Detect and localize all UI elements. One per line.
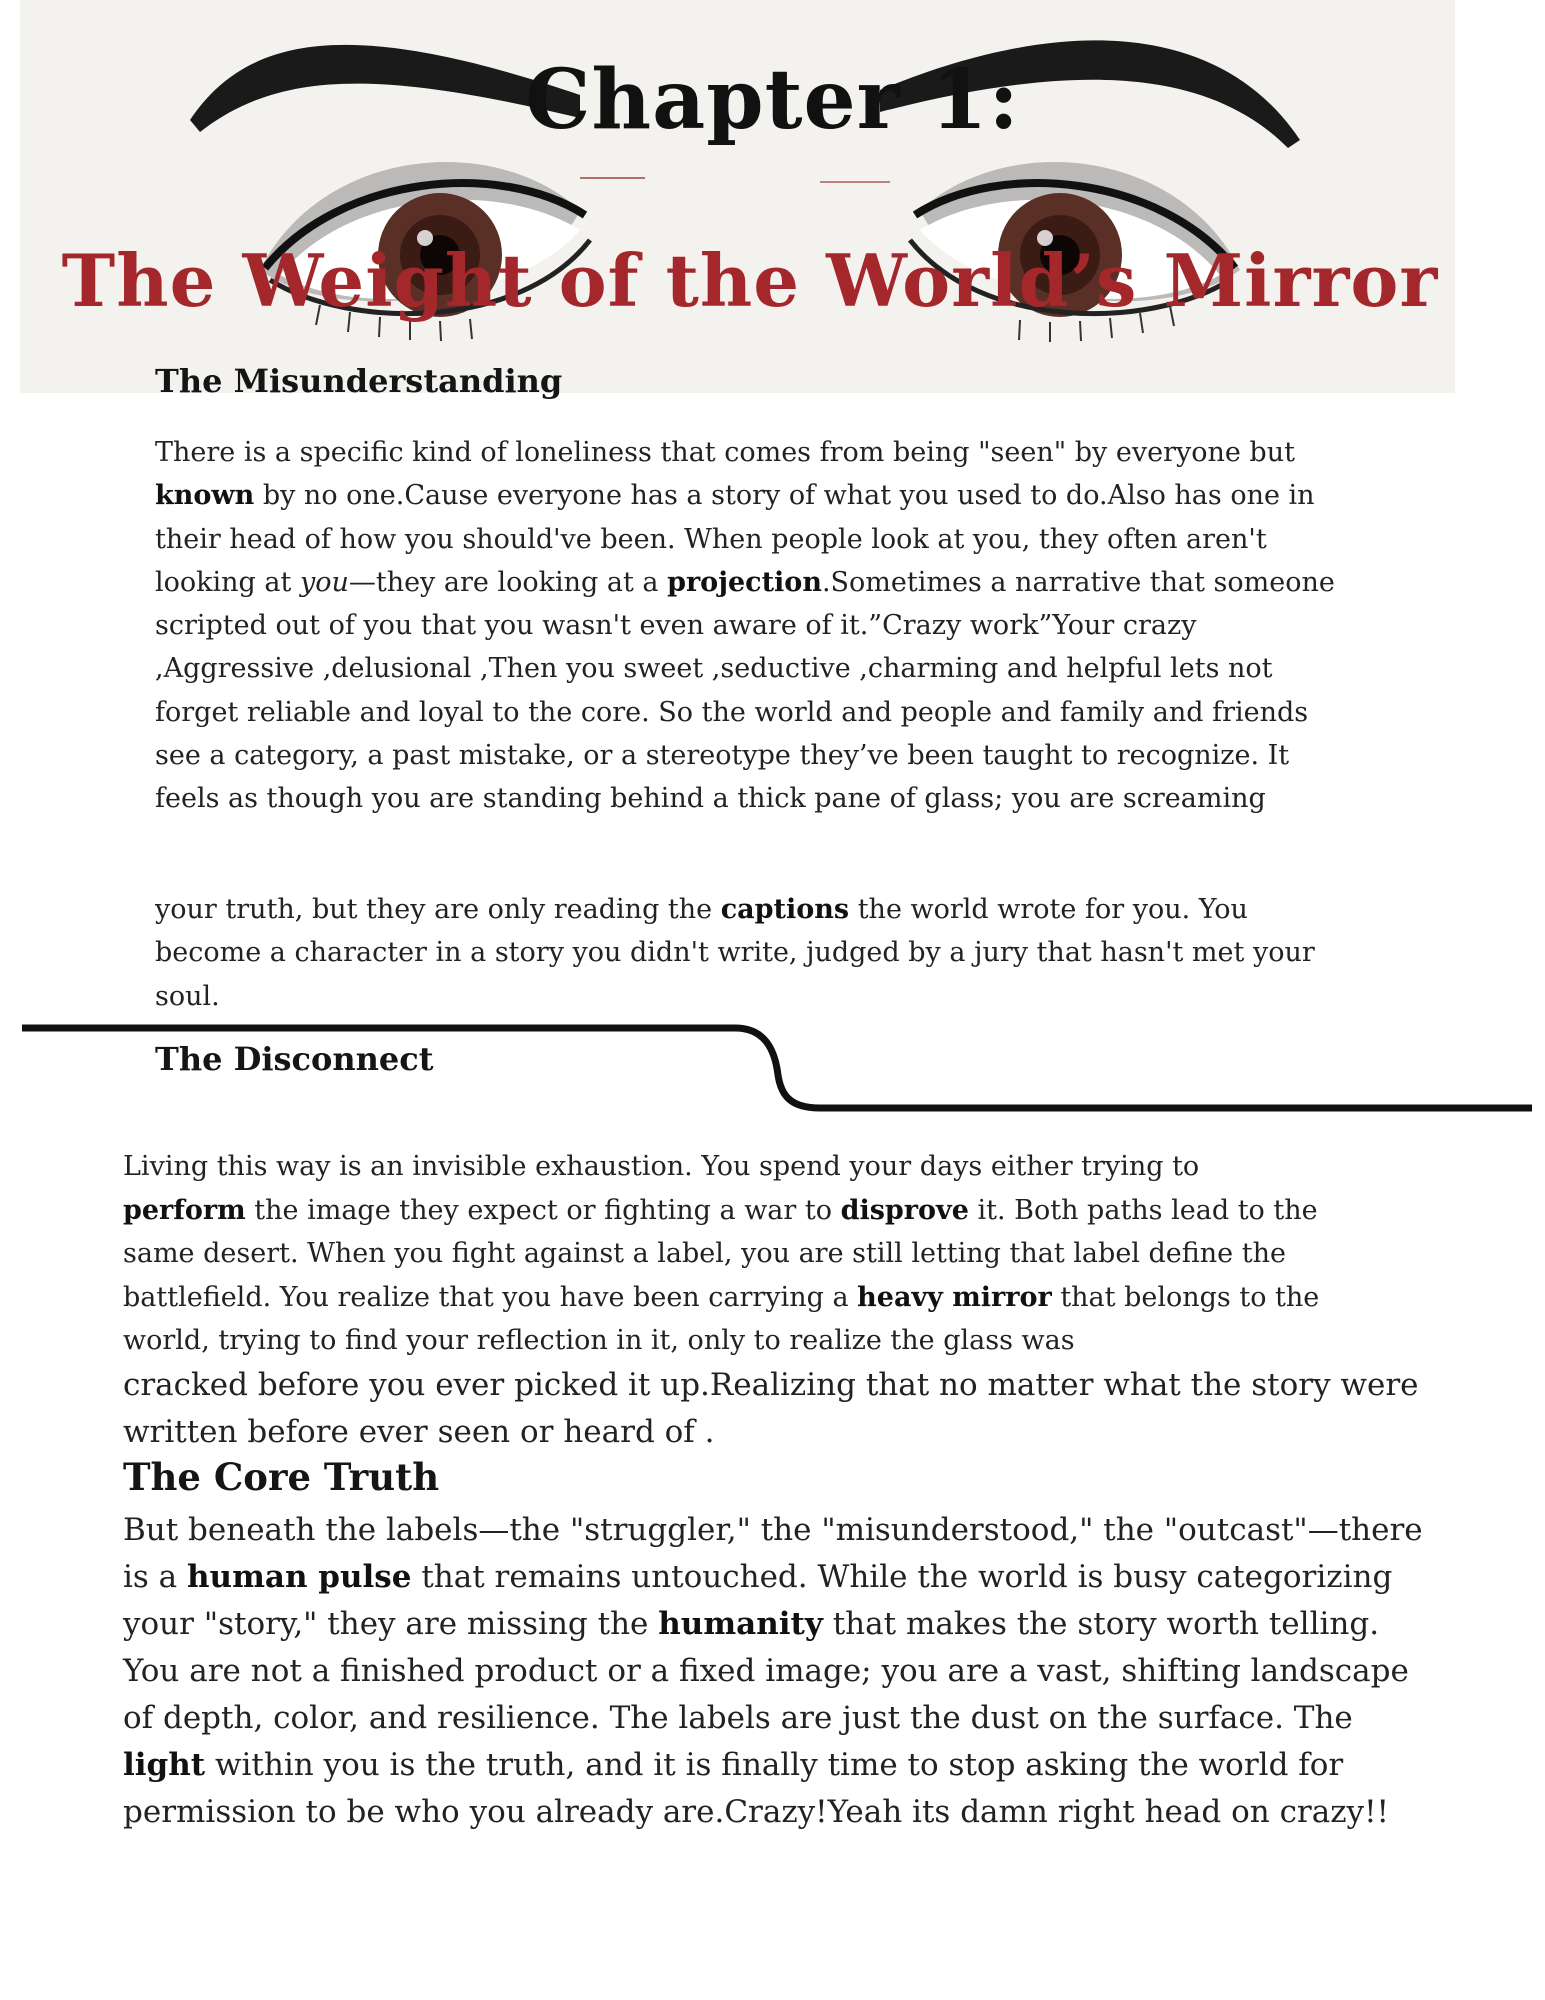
- text-run: the image they expect or fighting a war to: [245, 1194, 841, 1226]
- text-run: .Sometimes a narrative that someone scripted out of you that you wasn't even aware of it.”Crazy work”Your crazy ,Aggressive ,delusional ,Then you sweet ,seductive ,charming and helpful lets not forget reliable and loyal to the core. So the world and people and family and friends see a category, a past mistake, or a stereotype they’ve been taught to recognize. It feels as though you are standing behind a thick pane of glass; you are screaming: [155, 566, 1335, 815]
- bold-phrase: heavy mirror: [857, 1281, 1052, 1313]
- misunderstanding-paragraph-1: [155, 431, 1360, 821]
- core-truth-paragraph: [123, 1507, 1423, 1836]
- section-heading-misunderstanding: The Misunderstanding: [155, 362, 563, 400]
- text-run: There is a specific kind of loneliness that comes from being "seen" by everyone but: [155, 437, 1295, 468]
- bold-phrase: disprove: [840, 1194, 969, 1226]
- text-run: by no one.Cause everyone has a story of what you used to do.Also has one in their head of how you should've been. When people look at you, they often aren't looking at: [155, 480, 1315, 598]
- disconnect-paragraph-2: [123, 1362, 1423, 1456]
- text-run: it. Both paths lead to the same desert. When you fight against a label, you are still letting that label define the battlefield. You realize that you have been carrying a: [123, 1194, 1318, 1313]
- bold-phrase: known: [155, 480, 255, 512]
- chapter-label: Chapter 1:: [525, 52, 1020, 148]
- italic-phrase: you: [299, 566, 349, 598]
- text-run: Living this way is an invisible exhaustion. You spend your days either trying to: [123, 1151, 1200, 1182]
- text-run: —they are looking at a: [348, 566, 668, 598]
- text-run: the world wrote for you. You become a character in a story you didn't write, judged by a jury that hasn't met your soul.: [155, 894, 1315, 1012]
- text-run: that makes the story worth telling. You are not a finished product or a fixed image; you are a vast, shifting landscape of depth, color, and resilience. The labels are just the dust on the surface. The: [123, 1606, 1409, 1736]
- text-run: cracked before you ever picked it up.Realizing that no matter what the story were written before ever seen or heard of .: [123, 1367, 1419, 1450]
- text-run: your truth, but they are only reading the: [155, 894, 721, 925]
- text-run: within you is the truth, and it is finally time to stop asking the world for permission to be who you already are.Crazy!Yeah its damn right head on crazy!!: [123, 1747, 1389, 1830]
- bold-phrase: humanity: [658, 1606, 823, 1642]
- bold-phrase: projection: [667, 566, 822, 598]
- bold-phrase: light: [123, 1747, 206, 1783]
- bold-phrase: perform: [123, 1194, 246, 1226]
- disconnect-paragraph-1: [123, 1145, 1323, 1363]
- section-heading-disconnect: The Disconnect: [155, 1040, 434, 1078]
- chapter-title: The Weight of the World’s Mirror: [61, 238, 1439, 323]
- text-run: that remains untouched. While the world is busy categorizing your "story," they are missing the: [123, 1559, 1393, 1642]
- text-run: that belongs to the world, trying to find your reflection in it, only to realize the glass was: [123, 1281, 1320, 1356]
- text-run: But beneath the labels—the "struggler," the "misunderstood," the "outcast"—there is a: [123, 1512, 1423, 1595]
- bold-phrase: human pulse: [187, 1559, 412, 1595]
- misunderstanding-paragraph-2: [155, 888, 1360, 1018]
- bold-phrase: captions: [720, 894, 850, 925]
- section-heading-core-truth: The Core Truth: [123, 1455, 440, 1499]
